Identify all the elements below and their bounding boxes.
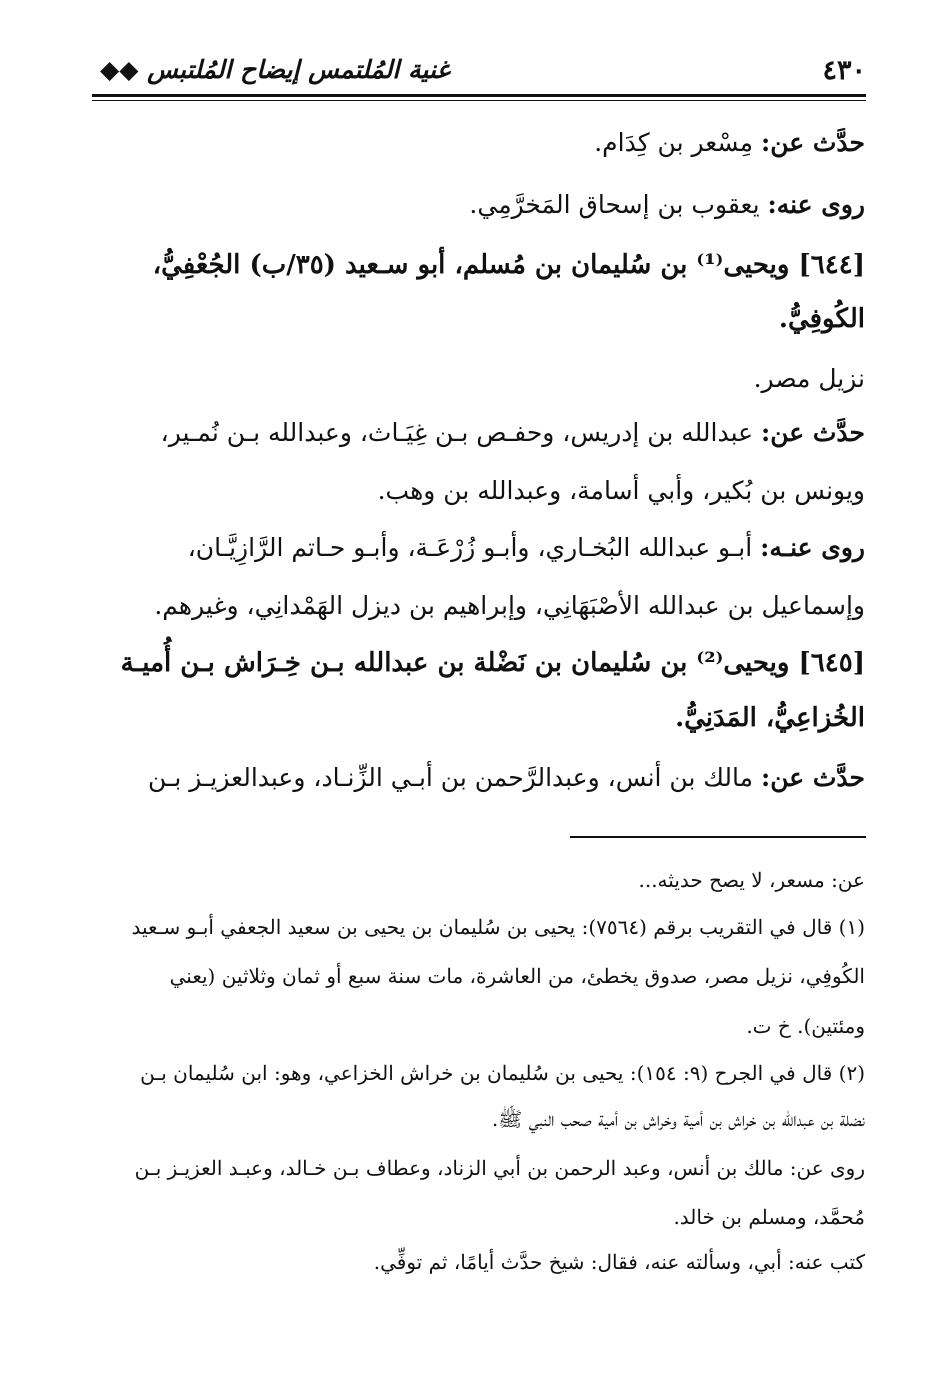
running-head bbox=[100, 55, 866, 89]
body-line: حدَّث عن: عبدالله بن إدريس، وحفـص بـن غِيَـاث، وعبدالله بـن نُمـير، bbox=[160, 418, 865, 447]
entry-heading: الكُوفِيُّ. bbox=[778, 304, 865, 334]
entry-heading: [٦٤٤] ويحيى⁽¹⁾ بن سُليمان بن مُسلم، أبو سـعيد (٣٥/ب) الجُعْفِيُّ، bbox=[152, 250, 865, 280]
body-line: وإسماعيل بن عبدالله الأصْبَهَانِي، وإبراهيم بن ديزل الهَمْدانِي، وغيرهم. bbox=[154, 591, 865, 620]
body-line: حدَّث عن: مِسْعر بن كِدَام. bbox=[594, 128, 865, 157]
book-title: غنية المُلتمس إيضاح المُلتبس ◆◆ bbox=[100, 55, 450, 84]
body-line: ويونس بن بُكير، وأبي أسامة، وعبدالله بن وهب. bbox=[377, 476, 865, 505]
header-rule-thin bbox=[92, 100, 866, 101]
body-line: نزيل مصر. bbox=[753, 364, 865, 393]
footnote-line: ومئتين). خ ت. bbox=[746, 1014, 865, 1038]
entry-heading: [٦٤٥] ويحيى⁽²⁾ بن سُليمان بن نَضْلة بن عبدالله بـن خِـرَاش بـن أُميـة bbox=[120, 648, 865, 678]
footnote-line: كتب عنه: أبي، وسألته عنه، فقال: شيخ حدَّث أيامًا، ثم توفِّي. bbox=[373, 1250, 865, 1274]
body-line: روى عنـه: أبـو عبدالله البُخـاري، وأبـو زُرْعَـة، وأبـو حـاتم الرَّازِيَّـان، bbox=[187, 533, 865, 562]
footnote-line: (٢) قال في الجرح (٩: ١٥٤): يحيى بن سُليمان بن خراش الخزاعي، وهو: ابن سُليمان بـن bbox=[140, 1061, 865, 1085]
footnote-line: الكُوفِي، نزيل مصر، صدوق يخطئ، من العاشرة، مات سنة سبع أو ثمان وثلاثين (يعني bbox=[169, 964, 865, 988]
footnote-line: نضلة بن عبدالله بن خراش بن أمية وخراش بن أمية صحب النبي ﷺ. bbox=[491, 1107, 865, 1131]
footnote-line: روى عن: مالك بن أنس، وعبد الرحمن بن أبي الزناد، وعطاف بـن خـالد، وعبـد العزيـز بـن bbox=[134, 1156, 865, 1180]
entry-heading: الخُزاعِيُّ، المَدَنِيُّ. bbox=[675, 703, 865, 733]
footnote-line: (١) قال في التقريب برقم (٧٥٦٤): يحيى بن سُليمان بن يحيى بن سعيد الجعفي أبـو سـعيد bbox=[131, 915, 865, 939]
body-line: روى عنه: يعقوب بن إسحاق المَخرَّمِي. bbox=[469, 190, 865, 219]
footnote-separator bbox=[570, 836, 866, 838]
header-rule bbox=[92, 94, 866, 97]
footnote-line: عن: مسعر، لا يصح حديثه... bbox=[638, 868, 865, 892]
page-number: ٤٣٠ bbox=[822, 55, 866, 86]
body-line: حدَّث عن: مالك بن أنس، وعبدالرَّحمن بن أبـي الزِّنـاد، وعبدالعزيـز بـن bbox=[148, 763, 865, 792]
footnote-line: مُحمَّد، ومسلم بن خالد. bbox=[673, 1205, 865, 1229]
